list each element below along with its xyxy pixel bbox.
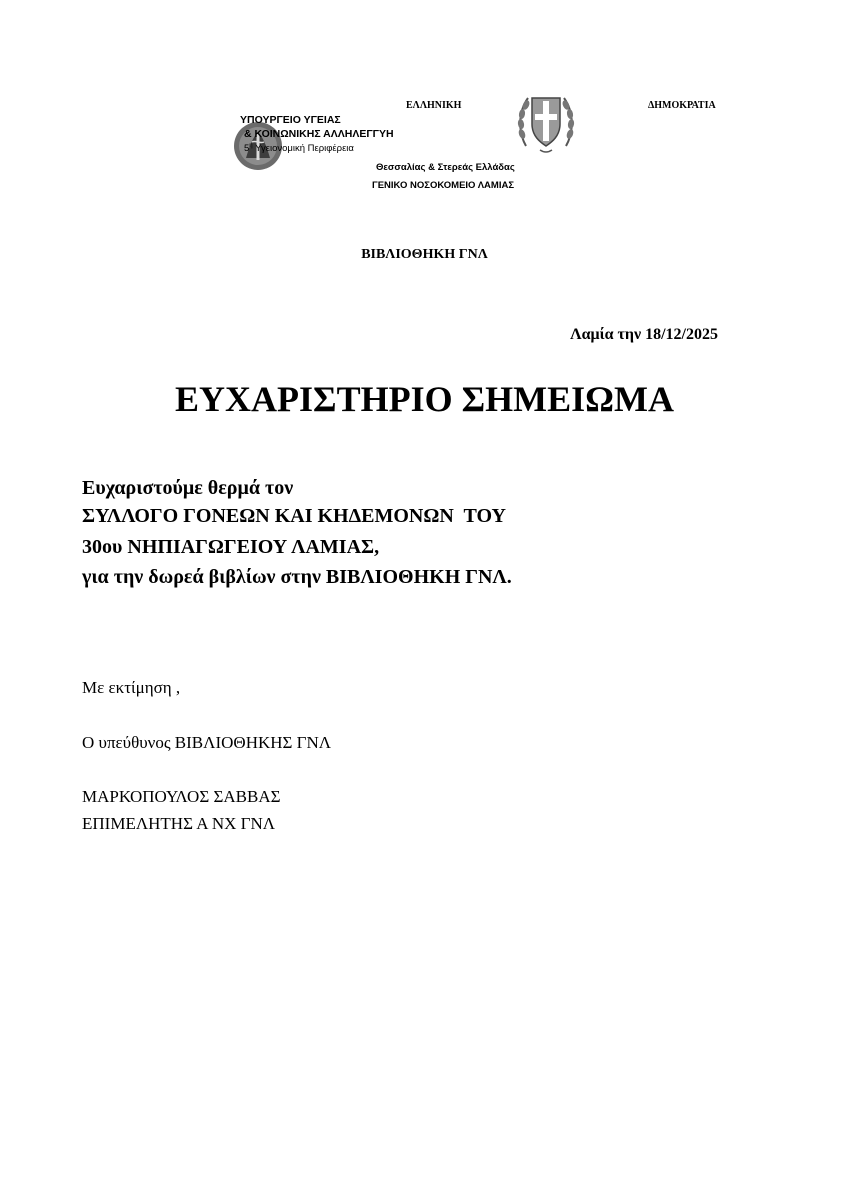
signatory-name: ΜΑΡΚΟΠΟΥΛΟΣ ΣΑΒΒΑΣ (82, 787, 281, 806)
country-name-left: ΕΛΛΗΝΙΚΗ (406, 100, 462, 111)
health-region-line: $5^\eta$ Υγειονομική Περιφέρεια (244, 143, 354, 155)
health-region-area: Θεσσαλίας & Στερεάς Ελλάδας (376, 162, 515, 173)
ministry-name-line2: & ΚΟΙΝΩΝΙΚΗΣ ΑΛΛΗΛΕΓΓΥΗ (244, 128, 394, 140)
document-title: ΕΥΧΑΡΙΣΤΗΡΙΟ ΣΗΜΕΙΩΜΑ (175, 379, 674, 419)
greek-coat-of-arms-icon (516, 84, 576, 156)
body-line: Ευχαριστούμε θερμά τον (82, 477, 294, 499)
body-line: 30ου ΝΗΠΙΑΓΩΓΕΙΟΥ ΛΑΜΙΑΣ, (82, 536, 380, 558)
closing-text: Με εκτίμηση , (82, 678, 181, 697)
hospital-name: ΓΕΝΙΚΟ ΝΟΣΟΚΟΜΕΙΟ ΛΑΜΙΑΣ (372, 180, 515, 191)
library-header: ΒΙΒΛΙΟΘΗΚΗ ΓΝΛ (361, 247, 488, 262)
ministry-name-line1: ΥΠΟΥΡΓΕΙΟ ΥΓΕΙΑΣ (240, 114, 341, 126)
signatory-role: Ο υπεύθυνος ΒΙΒΛΙΟΘΗΚΗΣ ΓΝΛ (82, 733, 332, 752)
date-line: Λαμία την 18/12/2025 (570, 326, 718, 343)
body-line: για την δωρεά βιβλίων στην ΒΙΒΛΙΟΘΗΚΗ ΓΝΛ. (82, 566, 512, 588)
signatory-position: ΕΠΙΜΕΛΗΤΗΣ Α ΝΧ ΓΝΛ (82, 814, 276, 833)
body-line: ΣΥΛΛΟΓΟ ΓΟΝΕΩΝ ΚΑΙ ΚΗΔΕΜΟΝΩΝ ΤΟΥ (82, 505, 506, 527)
country-name-right: ΔΗΜΟΚΡΑΤΙΑ (648, 100, 716, 111)
